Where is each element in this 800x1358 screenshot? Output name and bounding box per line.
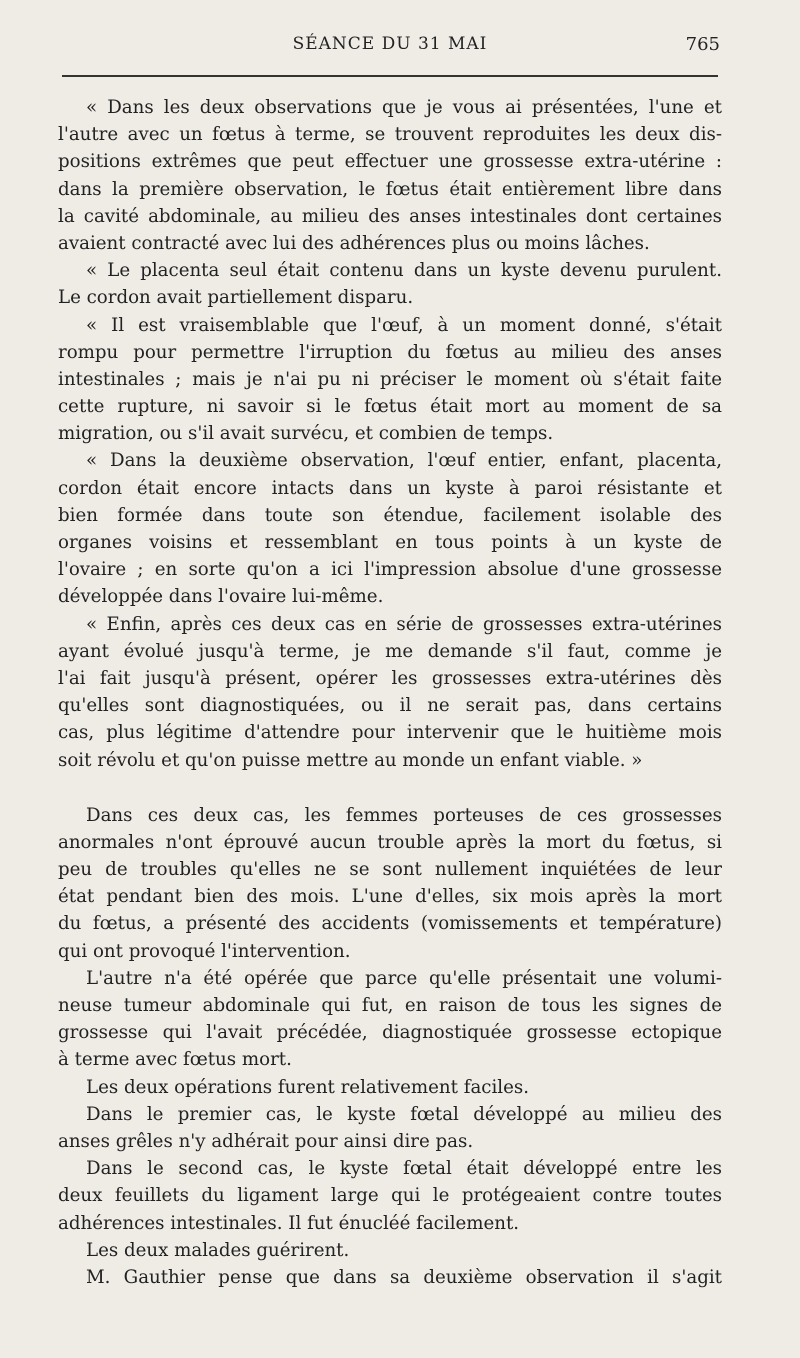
text-line: « Enfin, après ces deux cas en série de grossesses extra-utérines	[86, 613, 722, 635]
text-line: dans la première observation, le fœtus était entièrement libre dans	[58, 178, 722, 200]
text-line: bien formée dans toute son étendue, facilement isolable des	[58, 504, 722, 526]
text-line: du fœtus, a présenté des accidents (vomissements et température)	[58, 913, 722, 935]
text-line: adhérences intestinales. Il fut énucléé facilement.	[58, 1212, 520, 1234]
text-line: « Dans la deuxième observation, l'œuf entier, enfant, placenta,	[86, 450, 722, 472]
text-line: M. Gauthier pense que dans sa deuxième observation il s'agit	[86, 1266, 722, 1288]
text-line: avaient contracté avec lui des adhérences plus ou moins lâches.	[58, 232, 650, 254]
text-line: anses grêles n'y adhérait pour ainsi dire pas.	[58, 1130, 474, 1152]
text-line: l'ai fait jusqu'à présent, opérer les grossesses extra-utérines dès	[58, 667, 722, 689]
text-line: à terme avec fœtus mort.	[58, 1049, 292, 1071]
text-line: Le cordon avait partiellement disparu.	[58, 287, 414, 309]
text-line: ayant évolué jusqu'à terme, je me demande s'il faut, comme je	[58, 640, 722, 662]
text-line: la cavité abdominale, au milieu des anses intestinales dont certaines	[58, 205, 722, 227]
text-line: « Dans les deux observations que je vous ai présentées, l'une et	[86, 97, 722, 118]
text-line: Dans le premier cas, le kyste fœtal développé au milieu des	[86, 1103, 722, 1125]
text-line: qui ont provoqué l'intervention.	[58, 940, 351, 962]
text-line: « Il est vraisemblable que l'œuf, à un moment donné, s'était	[86, 314, 722, 336]
text-line: Dans ces deux cas, les femmes porteuses de ces grossesses	[86, 804, 722, 826]
text-line: intestinales ; mais je n'ai pu ni préciser le moment où s'était faite	[58, 368, 722, 390]
text-line: qu'elles sont diagnostiquées, ou il ne serait pas, dans certains	[58, 695, 722, 717]
text-line: positions extrêmes que peut effectuer une grossesse extra-utérine :	[58, 151, 722, 173]
text-line: cas, plus légitime d'attendre pour intervenir que le huitième mois	[58, 722, 722, 744]
text-line: migration, ou s'il avait survécu, et combien de temps.	[58, 423, 554, 445]
text-line: l'autre avec un fœtus à terme, se trouvent reproduites les deux dis-	[58, 124, 722, 146]
text-line: Les deux malades guérirent.	[86, 1239, 350, 1261]
text-line: cordon était encore intacts dans un kyste à paroi résistante et	[58, 477, 722, 499]
page-header	[60, 34, 720, 58]
text-line: deux feuillets du ligament large qui le protégeaient contre toutes	[58, 1185, 722, 1207]
text-line: anormales n'ont éprouvé aucun trouble après la mort du fœtus, si	[58, 831, 722, 853]
text-line: soit révolu et qu'on puisse mettre au monde un enfant viable. »	[58, 749, 643, 771]
text-line: cette rupture, ni savoir si le fœtus était mort au moment de sa	[58, 396, 722, 418]
text-line: grossesse qui l'avait précédée, diagnostiquée grossesse ectopique	[58, 1022, 722, 1044]
text-line: l'ovaire ; en sorte qu'on a ici l'impression absolue d'une grossesse	[58, 559, 722, 581]
paragraph-gap	[58, 774, 722, 802]
running-title: SÉANCE DU 31 MAI	[292, 34, 488, 54]
text-line: rompu pour permettre l'irruption du fœtus au milieu des anses	[58, 341, 722, 363]
text-line: neuse tumeur abdominale qui fut, en raison de tous les signes de	[58, 995, 722, 1016]
text-line: Dans le second cas, le kyste fœtal était développé entre les	[86, 1158, 722, 1180]
text-line: état pendant bien des mois. L'une d'elles, six mois après la mort	[58, 886, 722, 908]
text-line: Les deux opérations furent relativement faciles.	[86, 1076, 529, 1098]
page-number: 765	[685, 34, 720, 55]
text-line: développée dans l'ovaire lui-même.	[58, 586, 384, 608]
body-text	[58, 94, 722, 1291]
text-line: L'autre n'a été opérée que parce qu'elle présentait une volumi-	[86, 967, 722, 989]
header-rule	[62, 75, 718, 77]
text-line: organes voisins et ressemblant en tous points à un kyste de	[58, 532, 722, 553]
text-line: « Le placenta seul était contenu dans un kyste devenu purulent.	[86, 260, 722, 282]
text-line: peu de troubles qu'elles ne se sont nullement inquiétées de leur	[58, 859, 722, 881]
